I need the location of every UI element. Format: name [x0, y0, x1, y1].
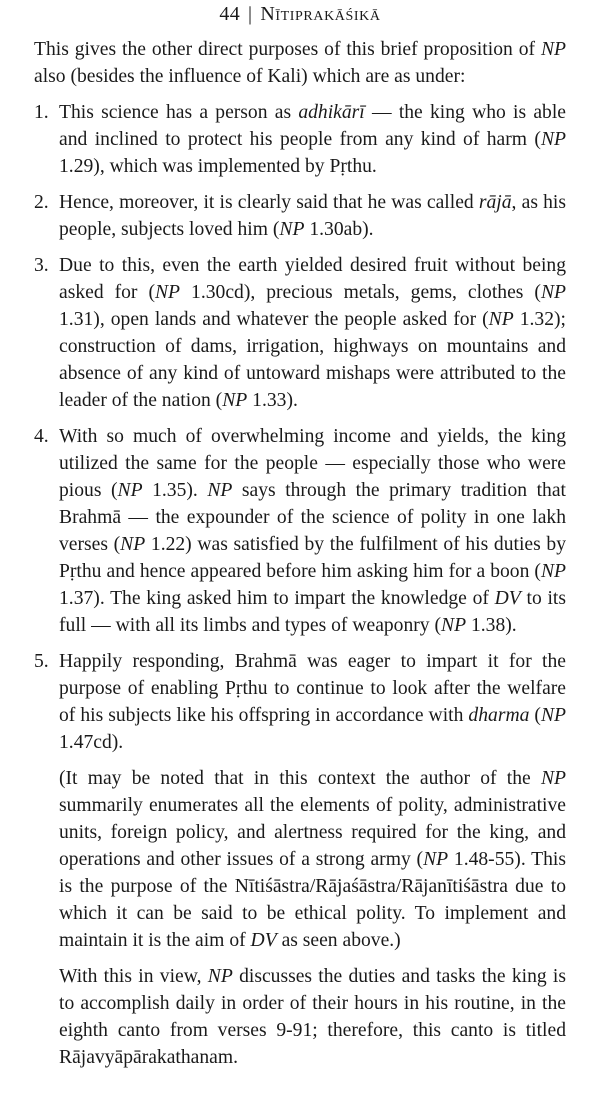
list-item: 5. Happily responding, Brahmā was eager to impart it for the purpose of enabling Pṛthu to continue to look after the welfare of his subjects like his offspring in accordance with dharma (NP 1.47cd). [34, 648, 566, 756]
list-item: 2. Hence, moreover, it is clearly said that he was called rājā, as his people, subjects loved him (NP 1.30ab). [34, 189, 566, 243]
intro-paragraph: This gives the other direct purposes of this brief proposition of NP also (besides the influence of Kali) which are as under: [34, 39, 566, 87]
running-title: Nītiprakāśikā [260, 3, 381, 25]
list-item: 1. This science has a person as adhikārī — the king who is able and inclined to protect his people from any kind of harm (NP 1.29), which was implemented by Pṛthu. [34, 99, 566, 180]
item-number: 3. [34, 255, 49, 276]
purpose-list [34, 99, 566, 756]
list-item: 4. With so much of overwhelming income and yields, the king utilized the same for the people — especially those who were pious (NP 1.35). NP says through the primary tradition that Brahmā — the expounder of the science of polity in one lakh verses (NP 1.22) was satisfied by the fulfilment of his duties by Pṛthu and hence appeared before him asking him for a boon (NP 1.37). The king asked him to impart the knowledge of DV to its full — with all its limbs and types of weaponry (NP 1.38). [34, 423, 566, 639]
item-number: 4. [34, 426, 49, 447]
list-item: 3. Due to this, even the earth yielded desired fruit without being asked for (NP 1.30cd), precious metals, gems, clothes (NP 1.31), open lands and whatever the people asked for (NP 1.32); construction of dams, irrigation, highways on mountains and absence of any kind of untoward mishaps were attributed to the leader of the nation (NP 1.33). [34, 252, 566, 414]
item-number: 5. [34, 651, 49, 672]
parenthetical-note: (It may be noted that in this context the author of the NP summarily enumerates all the elements of polity, administrative units, foreign policy, and alertness required for the king, and operations and other issues of a strong army (NP 1.48-55). This is the purpose of the Nītiśāstra/Rājaśāstra/Rājanītiśāstra due to which it can be said to be ethical polity. To implement and maintain it is the aim of DV as seen above.) [59, 768, 566, 951]
closing-paragraph: With this in view, NP discusses the duties and tasks the king is to accomplish daily in order of their hours in his routine, in the eighth canto from verses 9-91; therefore, this canto is titled Rājavyāpārakathanam. [59, 966, 567, 1068]
item-number: 1. [34, 102, 49, 123]
page-number: 44 [219, 3, 241, 25]
item-number: 2. [34, 192, 49, 213]
page-body [34, 36, 566, 1071]
page-header [34, 0, 566, 30]
header-separator: | [248, 3, 253, 25]
